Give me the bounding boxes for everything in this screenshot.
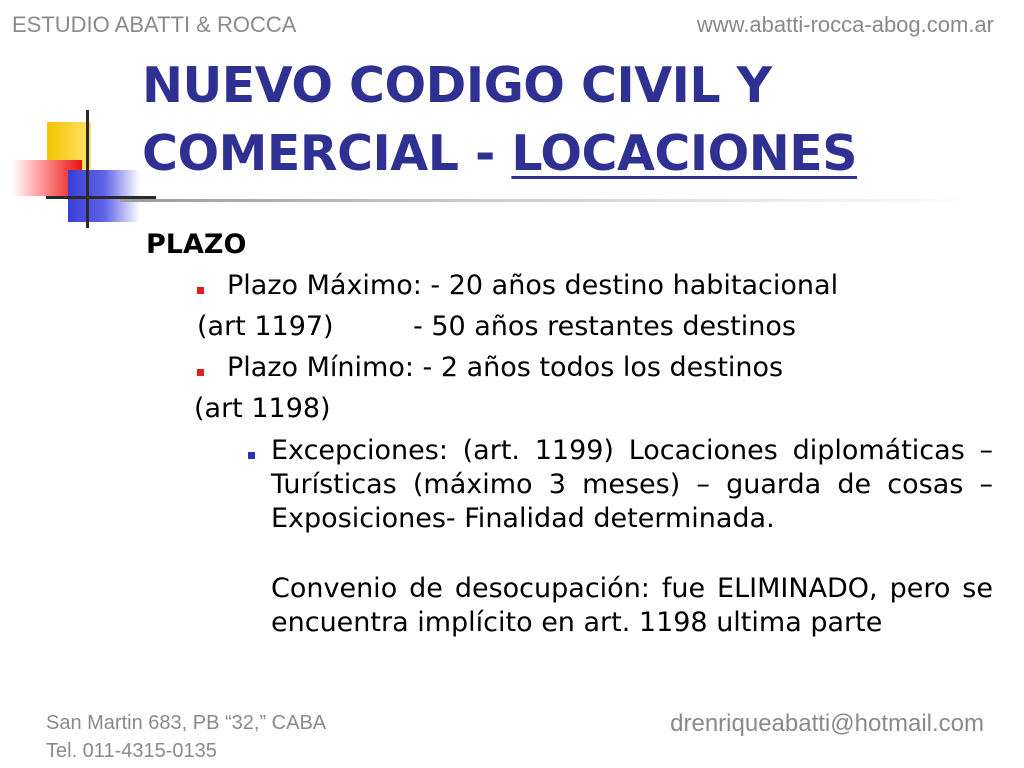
title-divider bbox=[120, 199, 980, 202]
plazo-maximo-line: Plazo Máximo: - 20 años destino habitacional bbox=[227, 270, 839, 301]
plazo-maximo-article: (art 1197) bbox=[197, 311, 334, 342]
bullet-red-icon bbox=[197, 287, 204, 294]
exceptions-paragraph: Excepciones: (art. 1199) Locaciones diplomáticas – Turísticas (máximo 3 meses) – guarda de cosas – Exposiciones- Finalidad determinada. bbox=[271, 435, 993, 534]
vertical-line bbox=[86, 110, 89, 228]
footer-address: San Martin 683, PB “32,” CABA bbox=[46, 712, 327, 734]
plazo-minimo-line: Plazo Mínimo: - 2 años todos los destinos bbox=[227, 352, 784, 383]
title-underlined-word: LOCACIONES bbox=[511, 125, 858, 182]
section-heading: PLAZO bbox=[146, 229, 247, 260]
plazo-minimo-article: (art 1198) bbox=[194, 393, 331, 424]
title-line-1: NUEVO CODIGO CIVIL Y bbox=[142, 57, 772, 114]
decorative-squares-graphic bbox=[0, 0, 150, 240]
bullet-red-icon bbox=[197, 369, 204, 376]
footer-phone: Tel. 011-4315-0135 bbox=[46, 740, 217, 762]
convenio-paragraph: Convenio de desocupación: fue ELIMINADO, pero se encuentra implícito en art. 1198 ultima parte bbox=[271, 573, 993, 638]
title-line-2-prefix: COMERCIAL - bbox=[142, 125, 512, 182]
header-website: www.abatti-rocca-abog.com.ar bbox=[696, 12, 994, 37]
header-firm-name: ESTUDIO ABATTI & ROCCA bbox=[12, 12, 297, 37]
slide-title bbox=[142, 52, 1002, 188]
bullet-blue-icon bbox=[248, 452, 255, 459]
title-line-2 bbox=[142, 120, 1002, 188]
footer-email: drenriqueabatti@hotmail.com bbox=[670, 710, 984, 737]
plazo-maximo-other: - 50 años restantes destinos bbox=[413, 311, 796, 342]
